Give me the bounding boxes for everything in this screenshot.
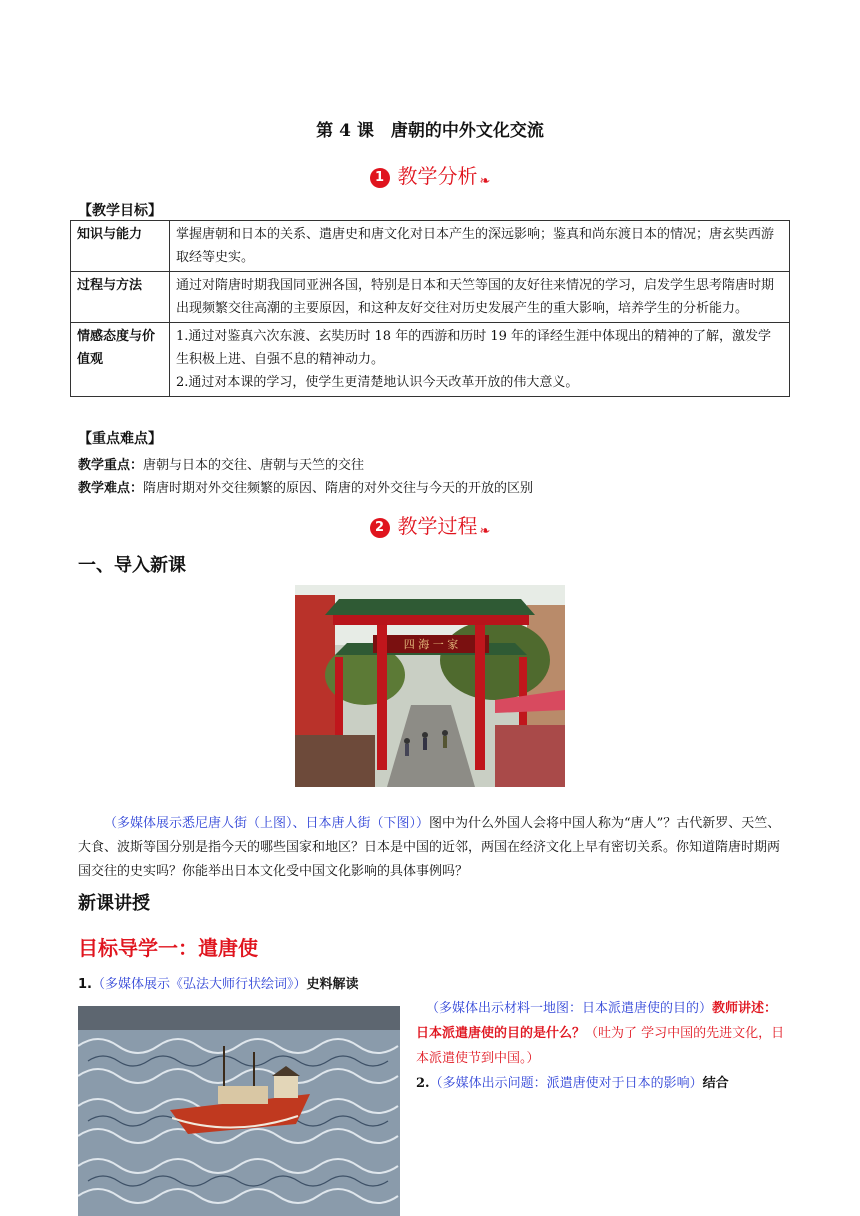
keypoint-line [78,454,364,473]
table-row [71,272,790,323]
teacher-answer: （吐为了 学习中国的先进文化，日本派遣使节到中国。） [416,1026,785,1066]
new-lesson-heading: 新课讲授 [78,893,150,914]
goals-heading: 【教学目标】 [78,203,162,219]
flourish-icon: ❧ [479,524,491,539]
section-heading-label: 教学过程 [397,514,478,538]
item2-multimedia-note: （多媒体出示问题：派遣唐使对于日本的影响） [429,1076,703,1091]
goal-line: 2.通过对本课的学习，使学生更清楚地认识今天改革开放的伟大意义。 [176,375,579,390]
side-multimedia-note: （多媒体出示材料一地图：日本派遣唐使的目的） [426,1001,713,1016]
goal-line: 掌握唐朝和日本的关系、遣唐史和唐文化对日本产生的深远影响；鉴真和尚东渡日本的情况；唐玄奘西游取经等史实。 [176,227,775,265]
keypoint-label: 教学重点： [78,458,144,473]
intro-heading: 一、导入新课 [78,555,186,576]
flourish-icon: ❧ [479,174,491,189]
section-heading-process [0,510,860,539]
section-number-badge: 2 [370,518,390,538]
chinatown-gate-image [295,585,565,787]
item1-text: 史料解读 [306,977,359,992]
difficulty-label: 教学难点： [78,481,144,496]
item2-line [416,1071,790,1096]
section-heading-label: 教学分析 [397,164,478,188]
goal-key: 情感态度与价值观 [71,323,170,397]
ship-painting-image [78,1006,400,1216]
ship-painting [78,1006,400,1216]
lesson-title: 第 4 课 唐朝的中外文化交流 [316,121,544,141]
item2-number: 2. [416,1076,430,1091]
teacher-explanation: 教师讲述：日本派遣唐使的目的是什么？ [416,1001,778,1041]
goal-key: 过程与方法 [71,272,170,323]
intro-multimedia-note: （多媒体展示悉尼唐人街（上图）、日本唐人街（下图）） [104,816,430,831]
goals-table [70,220,790,397]
item1-line [78,973,359,992]
gate-sign-text: 四 海 一 家 [403,638,459,651]
item1-number: 1. [78,977,92,992]
section-number-badge: 1 [370,168,390,188]
side-text-block [416,996,790,1096]
table-row [71,221,790,272]
intro-question-text: 图中为什么外国人会将中国人称为“唐人”？古代新罗、天竺、大食、波斯等国分别是指今天的哪些国家和地区？日本是中国的近邻，两国在经济文化上早有密切关系。你知道隋唐时期两国交往的史实吗？你能举出日本文化受中国文化影响的具体事例吗？ [78,816,781,879]
keypoints-heading: 【重点难点】 [78,431,162,447]
chinatown-gate-photo [295,585,565,787]
goal-line: 1.通过对鉴真六次东渡、玄奘历时 18 年的西游和历时 19 年的译经生涯中体现出的精神的了解，激发学生积极上进、自强不息的精神动力。 [176,329,772,367]
difficulty-line [78,477,533,496]
table-row [71,323,790,397]
section-heading-analysis [0,160,860,189]
item1-multimedia-note: （多媒体展示《弘法大师行状绘词》） [91,977,307,992]
intro-paragraph [78,812,790,884]
keypoint-text: 唐朝与日本的交往、唐朝与天竺的交往 [143,458,365,473]
difficulty-text: 隋唐时期对外交往频繁的原因、隋唐的对外交往与今天的开放的区别 [143,481,534,496]
goal-value [170,323,790,397]
goal-key: 知识与能力 [71,221,170,272]
goal1-heading: 目标导学一：遣唐使 [78,936,258,960]
goal-line: 通过对隋唐时期我国同亚洲各国，特别是日本和天竺等国的友好往来情况的学习，启发学生思考隋唐时期出现频繁交往高潮的主要原因，和这种友好交往对历史发展产生的重大影响，培养学生的分析能力。 [176,278,775,316]
goal-value [170,272,790,323]
side-paragraph [416,996,790,1071]
item2-text: 结合 [702,1076,729,1091]
goal-value [170,221,790,272]
